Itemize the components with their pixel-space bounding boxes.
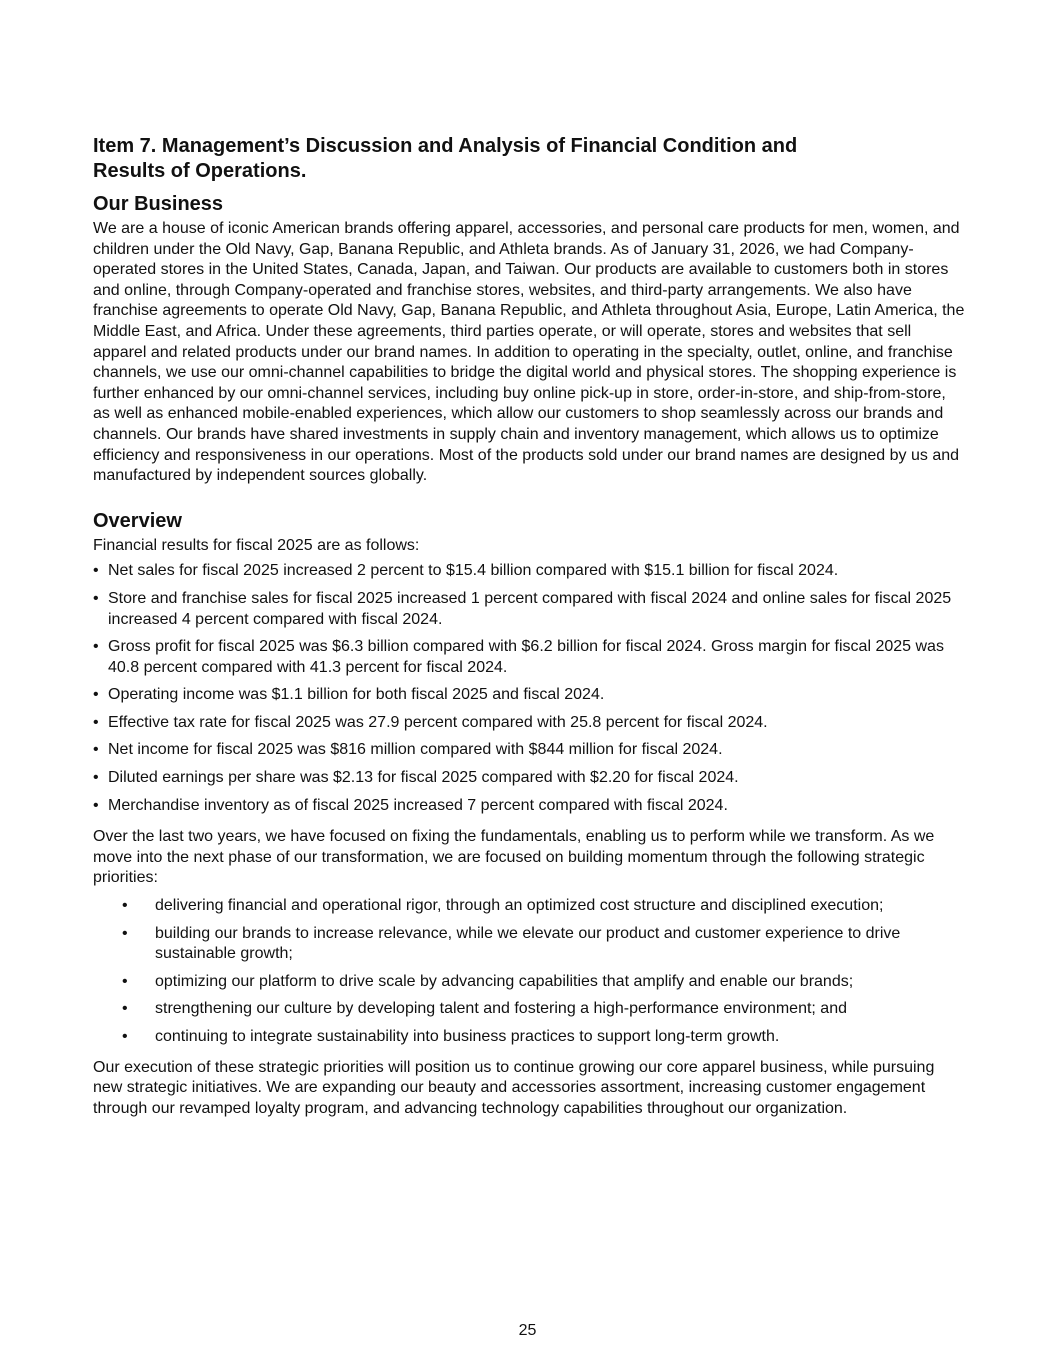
strategy-paragraph: Over the last two years, we have focused on fixing the fundamentals, enabling us to perform while we transform. As we move into the next phase of our transformation, we are focused on building momentum through the following strategic priorities:: [93, 828, 935, 887]
financial-results-list: [93, 561, 965, 816]
bullet-icon: •: [93, 741, 99, 759]
bullet-icon: •: [122, 1000, 128, 1018]
bullet-icon: •: [122, 1028, 128, 1045]
bullet-icon: •: [93, 769, 99, 787]
bullet-icon: •: [93, 686, 99, 704]
list-item-text: Net income for fiscal 2025 was $816 million compared with $844 million for fiscal 2024.: [108, 741, 723, 759]
overview-intro: Financial results for fiscal 2025 are as follows:: [93, 536, 420, 554]
list-item: [93, 1027, 965, 1048]
list-item-text: delivering financial and operational rigor, through an optimized cost structure and disciplined execution;: [155, 897, 884, 915]
list-item: [93, 589, 965, 630]
list-item-text: Diluted earnings per share was $2.13 for fiscal 2025 compared with $2.20 for fiscal 2024.: [108, 769, 739, 787]
strategic-priorities-list: [93, 896, 965, 1048]
bullet-icon: •: [93, 562, 99, 580]
list-item: [93, 713, 965, 734]
our-business-paragraph: We are a house of iconic American brands offering apparel, accessories, and personal care products for men, women, and children under the Old Navy, Gap, Banana Republic, and Athleta brands. As of January 31, 2026, we had Company-operated stores in the United States, Canada, Japan, and Taiwan. Our products are available to customers both in stores and online, through Company-operated and franchise stores, websites, and third-party arrangements. We also have franchise agreements to operate Old Navy, Gap, Banana Republic, and Athleta throughout Asia, Europe, Latin America, the Middle East, and Africa. Under these agreements, third parties operate, or will operate, stores and websites that sell apparel and related products under our brand names. In addition to operating in the specialty, outlet, online, and franchise channels, we use our omni-channel capabilities to bridge the digital world and physical stores. The shopping experience is further enhanced by our omni-channel services, including buy online pick-up in store, order-in-store, and ship-from-store, as well as enhanced mobile-enabled experiences, which allow our customers to shop seamlessly across our brands and channels. Our brands have shared investments in supply chain and inventory management, which allows us to optimize efficiency and responsiveness in our operations. Most of the products sold under our brand names are designed by us and manufactured by independent sources globally.: [93, 220, 965, 485]
document-page: [93, 134, 965, 1119]
list-item: [93, 924, 965, 965]
list-item: [93, 561, 965, 582]
bullet-icon: •: [93, 589, 99, 607]
list-item-text: building our brands to increase relevance, while we elevate our product and customer experience to drive sustainable growth;: [155, 924, 901, 963]
bullet-icon: •: [122, 924, 128, 942]
list-item: [93, 740, 965, 761]
item-title: [93, 134, 965, 184]
page-number: 25: [518, 1322, 537, 1339]
bullet-icon: •: [93, 796, 99, 814]
list-item: [93, 637, 965, 678]
our-business-heading: Our Business: [93, 193, 224, 215]
list-item: [93, 768, 965, 789]
bullet-icon: •: [122, 972, 128, 990]
list-item-text: Effective tax rate for fiscal 2025 was 27.9 percent compared with 25.8 percent for fiscal 2024.: [108, 713, 768, 731]
list-item: [93, 896, 965, 917]
list-item-text: strengthening our culture by developing talent and fostering a high-performance environment; and: [155, 1000, 847, 1018]
bullet-icon: •: [93, 638, 99, 656]
bullet-icon: •: [93, 713, 99, 731]
list-item-text: continuing to integrate sustainability into business practices to support long-term growth.: [155, 1028, 780, 1045]
item-title-line-1: Item 7. Management’s Discussion and Analysis of Financial Condition and: [93, 135, 798, 157]
list-item: [93, 685, 965, 706]
list-item: [93, 796, 965, 817]
item-title-line-2: Results of Operations.: [93, 160, 307, 182]
overview-heading: Overview: [93, 509, 182, 532]
bullet-icon: •: [122, 897, 128, 915]
list-item: [93, 999, 965, 1020]
list-item-text: optimizing our platform to drive scale by advancing capabilities that amplify and enable our brands;: [155, 972, 854, 990]
list-item-text: Net sales for fiscal 2025 increased 2 percent to $15.4 billion compared with $15.1 billion for fiscal 2024.: [108, 562, 839, 580]
list-item-text: Store and franchise sales for fiscal 2025 increased 1 percent compared with fiscal 2024 and online sales for fiscal 2025 increased 4 percent compared with fiscal 2024.: [108, 589, 952, 628]
list-item-text: Gross profit for fiscal 2025 was $6.3 billion compared with $6.2 billion for fiscal 2024. Gross margin for fiscal 2025 was 40.8 percent compared with 41.3 percent for fiscal 2024.: [108, 638, 944, 676]
list-item-text: Operating income was $1.1 billion for both fiscal 2025 and fiscal 2024.: [108, 686, 605, 704]
list-item-text: Merchandise inventory as of fiscal 2025 increased 7 percent compared with fiscal 2024.: [108, 796, 728, 814]
list-item: [93, 972, 965, 993]
closing-paragraph: Our execution of these strategic priorities will position us to continue growing our core apparel business, while pursuing new strategic initiatives. We are expanding our beauty and accessories assortment, increasing customer engagement through our revamped loyalty program, and advancing technology capabilities throughout our organization.: [93, 1058, 935, 1117]
